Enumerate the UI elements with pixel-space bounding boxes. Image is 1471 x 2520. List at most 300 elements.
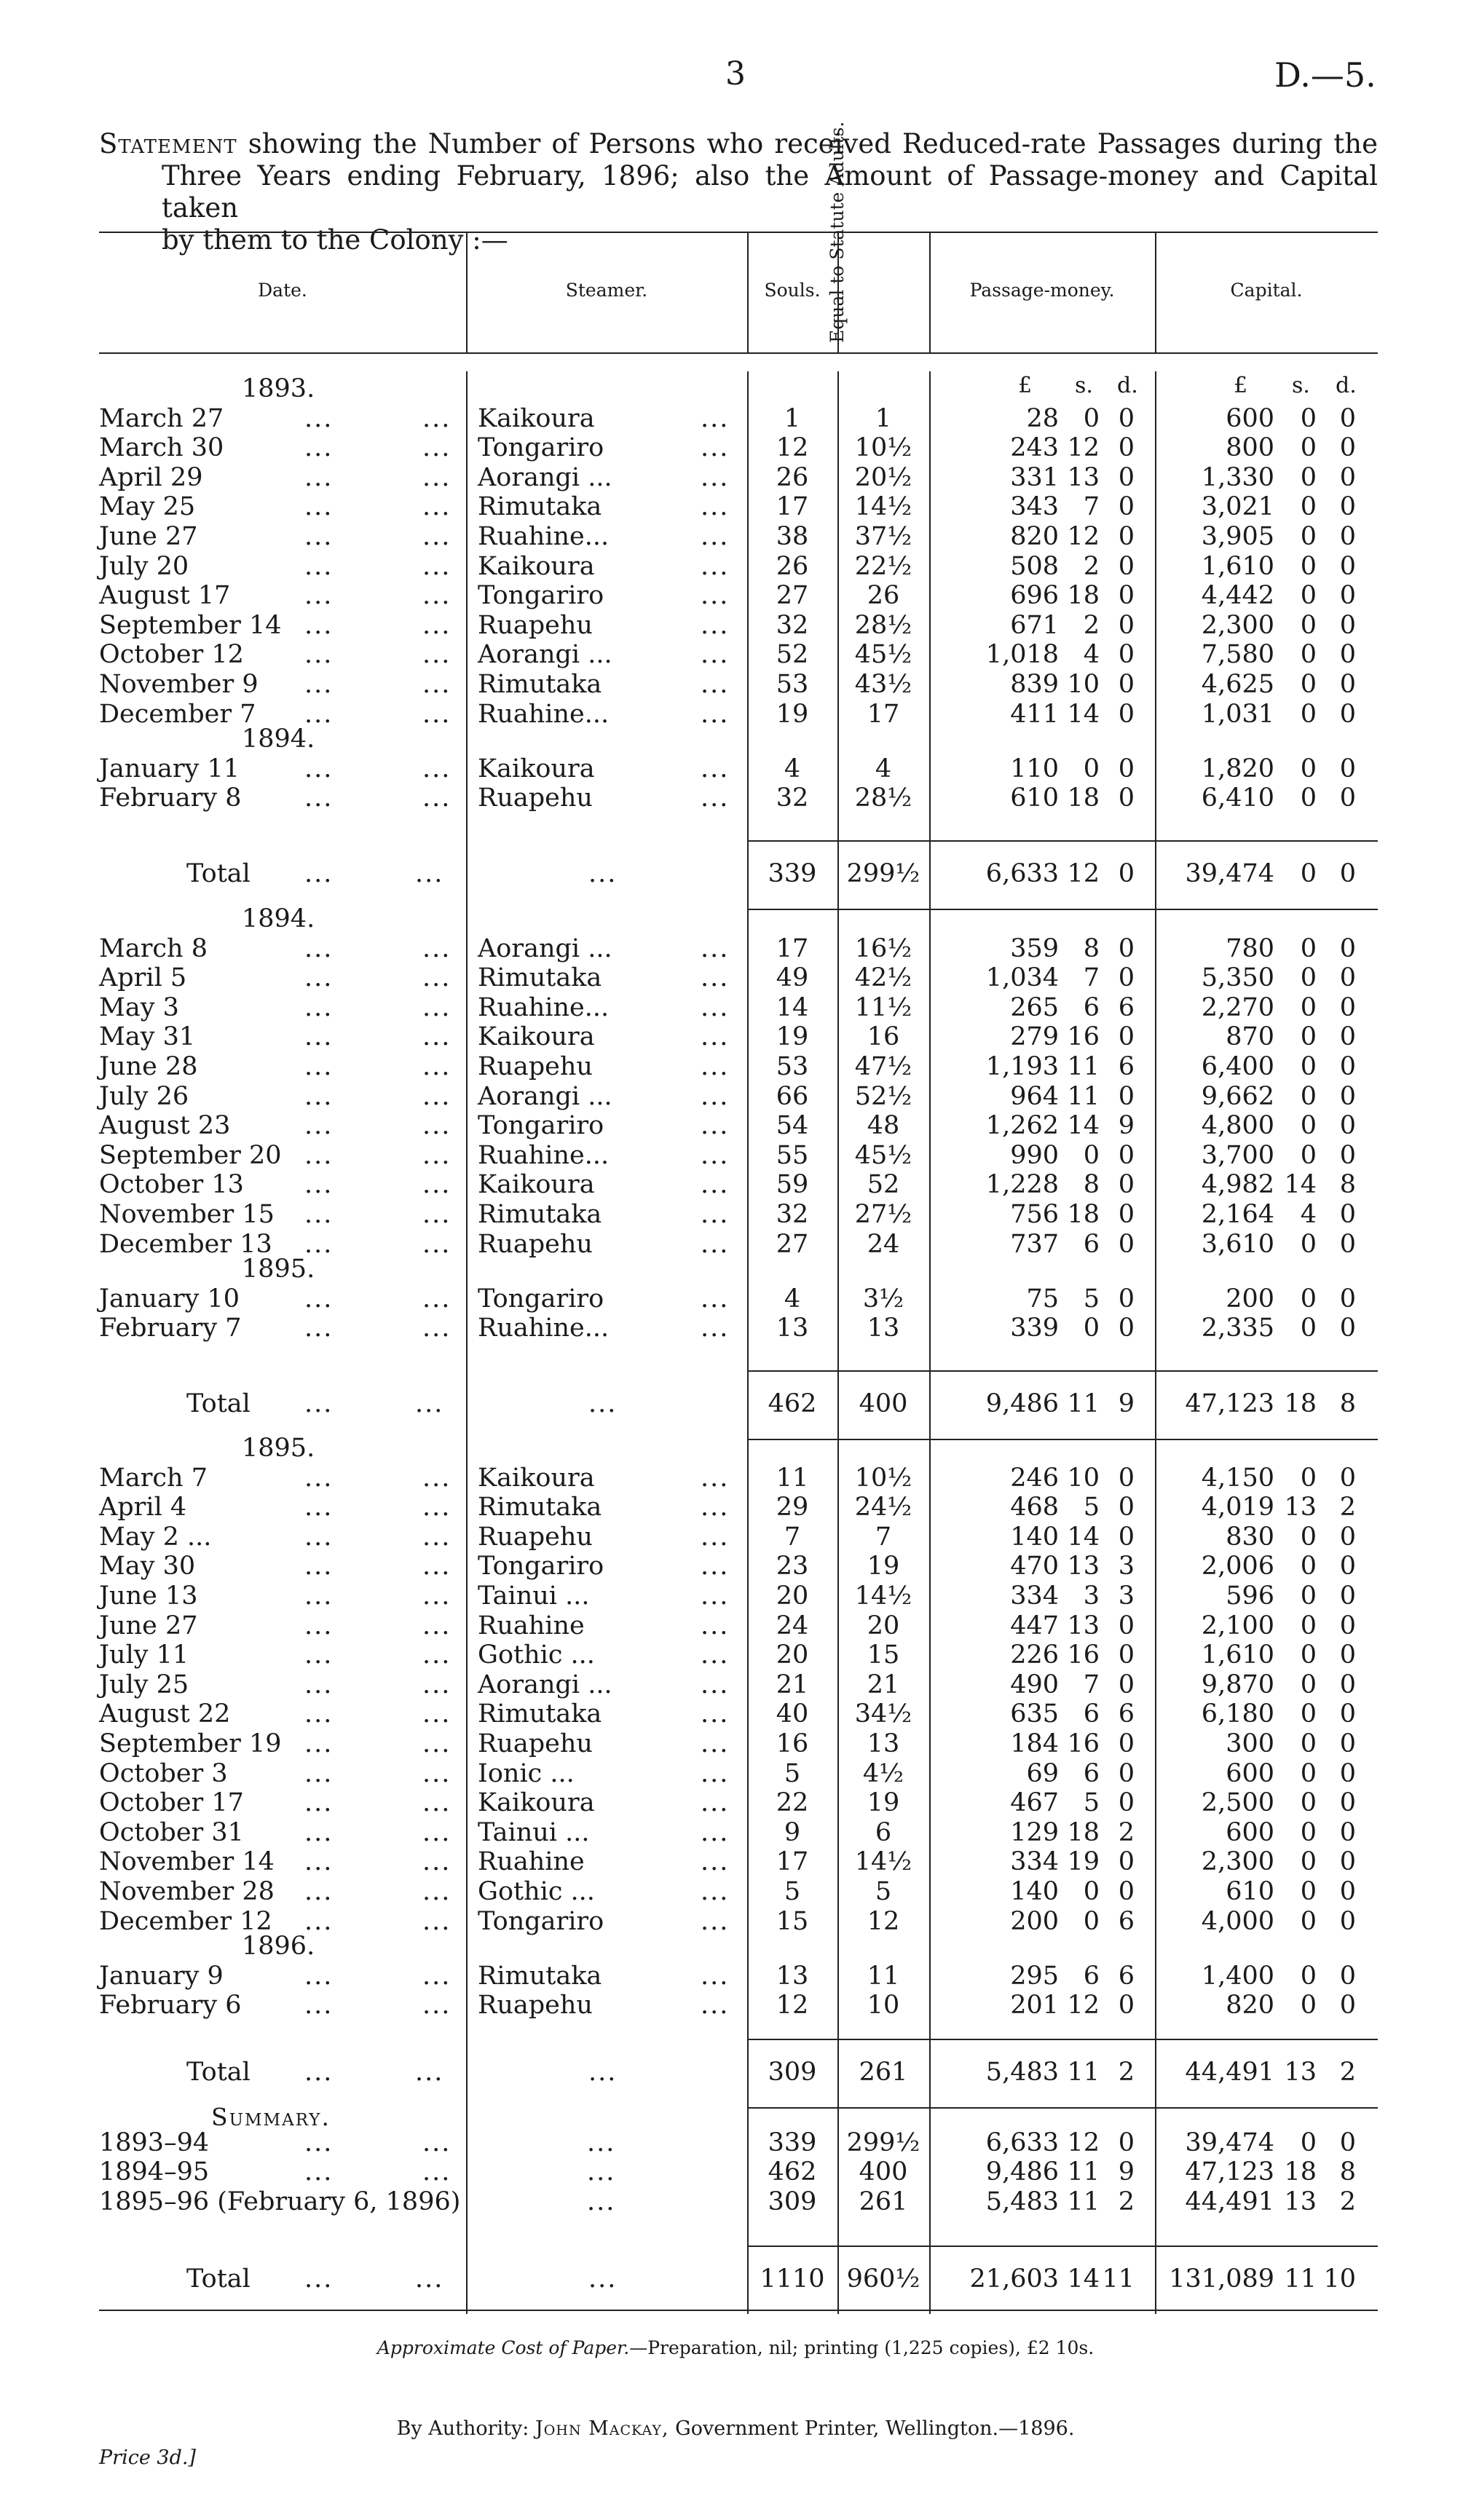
row-2-10-souls: 16 xyxy=(776,1729,809,1758)
row-1-11-pm-shillings: 6 xyxy=(1083,1229,1100,1259)
row-2-13-souls: 9 xyxy=(784,1817,801,1847)
row-0-6-equal-adults: 22½ xyxy=(854,551,912,581)
row-2-18-pm-pounds: 295 xyxy=(1010,1961,1059,1991)
row-2-4-souls: 23 xyxy=(776,1552,809,1581)
row-2-13-cap-pounds: 600 xyxy=(1226,1817,1274,1847)
row-1-6-cap-pounds: 9,662 xyxy=(1201,1081,1274,1111)
row-3-2-equal-adults: 400 xyxy=(859,2157,908,2187)
row-3-3-pm-shillings: 11 xyxy=(1067,2187,1100,2216)
total-dots-a-2: ... xyxy=(304,2058,334,2087)
row-1-1-cap-pounds: 780 xyxy=(1226,933,1274,963)
section-2-col-rule-0 xyxy=(466,1431,468,2042)
row-2-1-souls: 11 xyxy=(776,1463,809,1493)
row-3-2-cap-pence: 8 xyxy=(1339,2157,1356,2187)
row-1-6-souls: 66 xyxy=(776,1081,809,1111)
total-pm-shillings-2: 11 xyxy=(1067,2058,1100,2087)
row-0-2-dots-b: ... xyxy=(422,433,451,463)
row-1-1-cap-pence: 0 xyxy=(1339,933,1356,963)
row-1-9-pm-pounds: 1,228 xyxy=(985,1170,1059,1200)
row-2-14-pm-shillings: 19 xyxy=(1067,1847,1100,1877)
row-0-3-pm-shillings: 13 xyxy=(1067,462,1100,492)
row-2-11-pm-shillings: 6 xyxy=(1083,1758,1100,1788)
row-2-16-equal-adults: 12 xyxy=(867,1906,900,1936)
row-2-10-pm-pounds: 184 xyxy=(1010,1729,1059,1758)
row-2-11-date: October 3 xyxy=(99,1758,228,1788)
row-1-1-equal-adults: 16½ xyxy=(854,933,912,963)
row-2-14-pm-pence: 0 xyxy=(1118,1847,1135,1877)
row-1-3-souls: 14 xyxy=(776,992,809,1022)
row-2-9-cap-pounds: 6,180 xyxy=(1201,1699,1274,1729)
row-3-2-pm-shillings: 11 xyxy=(1067,2157,1100,2187)
row-1-10-cap-pounds: 2,164 xyxy=(1201,1200,1274,1229)
row-2-13-dots-c: ... xyxy=(701,1817,730,1847)
row-0-11-souls: 19 xyxy=(776,699,809,729)
row-3-1-cap-pence: 0 xyxy=(1339,2128,1356,2157)
row-2-18-steamer: Rimutaka xyxy=(478,1961,602,1991)
row-3-2-souls: 462 xyxy=(768,2157,817,2187)
row-2-5-dots-b: ... xyxy=(422,1581,451,1611)
row-0-5-date: June 27 xyxy=(99,522,198,551)
row-0-14-souls: 32 xyxy=(776,783,809,813)
row-3-3-souls: 309 xyxy=(768,2187,817,2216)
row-2-16-pm-pounds: 200 xyxy=(1010,1906,1059,1936)
row-0-11-steamer: Ruahine... xyxy=(478,699,610,729)
row-2-8-dots-c: ... xyxy=(701,1670,730,1699)
row-2-11-pm-pounds: 69 xyxy=(1026,1758,1059,1788)
row-0-9-date: October 12 xyxy=(99,640,244,670)
row-1-14-souls: 13 xyxy=(776,1314,809,1343)
row-0-2-pm-pounds: 243 xyxy=(1010,433,1059,463)
row-1-3-date: May 3 xyxy=(99,992,179,1022)
row-1-3-dots-c: ... xyxy=(701,992,730,1022)
row-2-16-dots-c: ... xyxy=(701,1906,730,1936)
row-2-9-dots-c: ... xyxy=(701,1699,730,1729)
row-2-1-steamer: Kaikoura xyxy=(478,1463,595,1493)
row-2-3-pm-shillings: 14 xyxy=(1067,1522,1100,1552)
total-pm-pounds-1: 9,486 xyxy=(985,1389,1059,1418)
row-1-2-cap-pounds: 5,350 xyxy=(1201,963,1274,993)
total-cap-pounds-0: 39,474 xyxy=(1185,859,1274,888)
row-0-1-pm-pounds: 28 xyxy=(1026,403,1059,433)
row-0-9-pm-pence: 0 xyxy=(1118,640,1135,670)
row-1-6-steamer: Aorangi ... xyxy=(478,1081,612,1111)
row-1-11-steamer: Ruapehu xyxy=(478,1229,593,1259)
row-0-1-cap-pence: 0 xyxy=(1339,403,1356,433)
row-2-3-date: May 2 ... xyxy=(99,1522,212,1552)
authority-suffix: Government Printer, Wellington.—1896. xyxy=(675,2417,1075,2440)
row-1-9-pm-shillings: 8 xyxy=(1083,1170,1100,1200)
row-2-8-pm-shillings: 7 xyxy=(1083,1670,1100,1699)
total-pm-pounds-0: 6,633 xyxy=(985,859,1059,888)
row-0-7-cap-shillings: 0 xyxy=(1300,581,1317,611)
row-2-7-cap-shillings: 0 xyxy=(1300,1640,1317,1670)
row-1-5-cap-pounds: 6,400 xyxy=(1201,1052,1274,1081)
row-0-4-pm-pence: 0 xyxy=(1118,492,1135,522)
row-0-3-cap-pounds: 1,330 xyxy=(1201,462,1274,492)
row-2-14-dots-c: ... xyxy=(701,1847,730,1877)
row-0-5-equal-adults: 37½ xyxy=(854,522,912,551)
header-passage-money: Passage-money. xyxy=(969,280,1115,301)
row-1-14-cap-pounds: 2,335 xyxy=(1201,1314,1274,1343)
row-1-8-souls: 55 xyxy=(776,1140,809,1170)
row-1-2-date: April 5 xyxy=(99,963,187,993)
row-1-4-pm-shillings: 16 xyxy=(1067,1022,1100,1052)
row-1-7-souls: 54 xyxy=(776,1111,809,1141)
row-1-2-equal-adults: 42½ xyxy=(854,963,912,993)
row-2-8-souls: 21 xyxy=(776,1670,809,1699)
total-pm-shillings-1: 11 xyxy=(1067,1389,1100,1418)
header-capital: Capital. xyxy=(1230,280,1303,301)
total-steamer-rule-0 xyxy=(466,840,468,909)
row-2-5-equal-adults: 14½ xyxy=(854,1581,912,1611)
row-2-19-pm-pounds: 201 xyxy=(1010,1991,1059,2021)
row-1-7-date: August 23 xyxy=(99,1111,231,1141)
row-0-10-date: November 9 xyxy=(99,670,259,699)
row-0-9-pm-pounds: 1,018 xyxy=(985,640,1059,670)
row-0-6-pm-pounds: 508 xyxy=(1010,551,1059,581)
row-0-13-cap-shillings: 0 xyxy=(1300,754,1317,783)
row-1-8-cap-pounds: 3,700 xyxy=(1201,1140,1274,1170)
row-0-9-dots-c: ... xyxy=(701,640,730,670)
statement-title xyxy=(99,128,1378,256)
row-1-2-dots-b: ... xyxy=(422,963,451,993)
row-2-8-date: July 25 xyxy=(99,1670,189,1699)
row-2-1-pm-pounds: 246 xyxy=(1010,1463,1059,1493)
row-2-4-dots-a: ... xyxy=(304,1552,334,1581)
total-cap-shillings-3: 11 xyxy=(1284,2264,1317,2294)
year-heading-1894: 1894. xyxy=(242,724,315,754)
row-2-8-cap-pence: 0 xyxy=(1339,1670,1356,1699)
row-2-16-pm-shillings: 0 xyxy=(1083,1906,1100,1936)
row-1-1-dots-a: ... xyxy=(304,933,334,963)
row-1-5-dots-a: ... xyxy=(304,1052,334,1081)
row-1-6-pm-pounds: 964 xyxy=(1010,1081,1059,1111)
row-3-1-pm-pence: 0 xyxy=(1118,2128,1135,2157)
row-1-10-steamer: Rimutaka xyxy=(478,1200,602,1229)
row-2-8-steamer: Aorangi ... xyxy=(478,1670,612,1699)
row-0-6-pm-shillings: 2 xyxy=(1083,551,1100,581)
row-2-2-pm-pence: 0 xyxy=(1118,1493,1135,1522)
total-steamer-rule-3 xyxy=(466,2246,468,2314)
row-2-16-dots-b: ... xyxy=(422,1906,451,1936)
row-1-9-steamer: Kaikoura xyxy=(478,1170,595,1200)
row-0-6-dots-c: ... xyxy=(701,551,730,581)
total-pm-pounds-3: 21,603 xyxy=(969,2264,1059,2294)
row-0-13-dots-a: ... xyxy=(304,754,334,783)
row-2-6-cap-pence: 0 xyxy=(1339,1611,1356,1640)
row-2-12-equal-adults: 19 xyxy=(867,1788,900,1818)
row-0-11-dots-c: ... xyxy=(701,699,730,729)
row-2-10-dots-b: ... xyxy=(422,1729,451,1758)
row-1-9-cap-shillings: 14 xyxy=(1284,1170,1317,1200)
total-cap-pence-3: 10 xyxy=(1323,2264,1356,2294)
row-1-11-dots-a: ... xyxy=(304,1229,334,1259)
total-equal-adults-3: 960½ xyxy=(846,2264,920,2294)
row-1-4-cap-shillings: 0 xyxy=(1300,1022,1317,1052)
row-2-7-equal-adults: 15 xyxy=(867,1640,900,1670)
row-2-1-pm-shillings: 10 xyxy=(1067,1463,1100,1493)
row-2-7-dots-a: ... xyxy=(304,1640,334,1670)
total-bottom-rule-0 xyxy=(747,909,1378,910)
row-2-3-cap-pounds: 830 xyxy=(1226,1522,1274,1552)
row-1-3-pm-pounds: 265 xyxy=(1010,992,1059,1022)
row-1-7-pm-pounds: 1,262 xyxy=(985,1111,1059,1141)
cost-footnote xyxy=(0,2337,1471,2358)
row-3-2-dots-a: ... xyxy=(304,2157,334,2187)
row-0-13-cap-pence: 0 xyxy=(1339,754,1356,783)
total-cap-pence-2: 2 xyxy=(1339,2058,1356,2087)
row-0-8-dots-c: ... xyxy=(701,610,730,640)
row-3-1-dots-b: ... xyxy=(422,2128,451,2157)
row-2-5-steamer: Tainui ... xyxy=(478,1581,590,1611)
row-0-4-cap-pence: 0 xyxy=(1339,492,1356,522)
row-2-13-pm-pence: 2 xyxy=(1118,1817,1135,1847)
section-1-col-rule-0 xyxy=(466,901,468,1373)
row-1-2-dots-c: ... xyxy=(701,963,730,993)
row-2-15-cap-pence: 0 xyxy=(1339,1877,1356,1906)
total-pm-shillings-3: 14 xyxy=(1067,2264,1100,2294)
row-1-2-pm-pounds: 1,034 xyxy=(985,963,1059,993)
total-bottom-rule-1 xyxy=(747,1439,1378,1440)
row-2-14-date: November 14 xyxy=(99,1847,275,1877)
row-0-4-cap-pounds: 3,021 xyxy=(1201,492,1274,522)
row-0-14-equal-adults: 28½ xyxy=(854,783,912,813)
row-0-7-date: August 17 xyxy=(99,581,231,611)
header-col-rule-1 xyxy=(747,232,749,352)
row-2-10-date: September 19 xyxy=(99,1729,282,1758)
row-2-11-cap-shillings: 0 xyxy=(1300,1758,1317,1788)
row-2-11-equal-adults: 4½ xyxy=(862,1758,904,1788)
row-2-18-cap-shillings: 0 xyxy=(1300,1961,1317,1991)
row-0-2-pm-pence: 0 xyxy=(1118,433,1135,463)
row-2-15-steamer: Gothic ... xyxy=(478,1877,595,1906)
row-0-10-souls: 53 xyxy=(776,670,809,699)
total-cap-pounds-3: 131,089 xyxy=(1169,2264,1274,2294)
row-0-8-cap-pence: 0 xyxy=(1339,610,1356,640)
header-steamer: Steamer. xyxy=(565,280,648,301)
row-1-14-dots-b: ... xyxy=(422,1314,451,1343)
row-0-6-souls: 26 xyxy=(776,551,809,581)
total-top-rule-2 xyxy=(747,2039,1378,2040)
row-0-2-cap-shillings: 0 xyxy=(1300,433,1317,463)
total-dots-b-2: ... xyxy=(415,2058,444,2087)
row-0-11-pm-pence: 0 xyxy=(1118,699,1135,729)
row-1-3-pm-pence: 6 xyxy=(1118,992,1135,1022)
row-2-4-dots-c: ... xyxy=(701,1552,730,1581)
row-1-11-pm-pence: 0 xyxy=(1118,1229,1135,1259)
row-3-3-date: 1895–96 (February 6, 1896) xyxy=(99,2187,461,2216)
row-2-15-pm-pence: 0 xyxy=(1118,1877,1135,1906)
row-1-3-dots-b: ... xyxy=(422,992,451,1022)
row-3-1-dots-a: ... xyxy=(304,2128,334,2157)
row-1-13-cap-pounds: 200 xyxy=(1226,1284,1274,1314)
row-2-4-equal-adults: 19 xyxy=(867,1552,900,1581)
row-0-3-steamer: Aorangi ... xyxy=(478,462,612,492)
row-2-18-souls: 13 xyxy=(776,1961,809,1991)
row-2-16-souls: 15 xyxy=(776,1906,809,1936)
row-0-1-dots-b: ... xyxy=(422,403,451,433)
row-1-4-pm-pence: 0 xyxy=(1118,1022,1135,1052)
row-0-10-pm-pence: 0 xyxy=(1118,670,1135,699)
row-1-3-cap-pence: 0 xyxy=(1339,992,1356,1022)
row-1-5-pm-pounds: 1,193 xyxy=(985,1052,1059,1081)
row-2-11-pm-pence: 0 xyxy=(1118,1758,1135,1788)
row-2-2-dots-b: ... xyxy=(422,1493,451,1522)
row-2-5-date: June 13 xyxy=(99,1581,198,1611)
row-2-3-pm-pence: 0 xyxy=(1118,1522,1135,1552)
row-2-14-pm-pounds: 334 xyxy=(1010,1847,1059,1877)
row-0-8-pm-pence: 0 xyxy=(1118,610,1135,640)
row-2-19-date: February 6 xyxy=(99,1991,242,2021)
row-0-1-date: March 27 xyxy=(99,403,224,433)
row-2-9-dots-a: ... xyxy=(304,1699,334,1729)
total-pm-shillings-0: 12 xyxy=(1067,859,1100,888)
row-2-4-cap-shillings: 0 xyxy=(1300,1552,1317,1581)
row-0-13-dots-c: ... xyxy=(701,754,730,783)
row-2-8-dots-a: ... xyxy=(304,1670,334,1699)
row-1-13-dots-c: ... xyxy=(701,1284,730,1314)
total-label-2: Total xyxy=(186,2058,251,2087)
row-2-15-cap-shillings: 0 xyxy=(1300,1877,1317,1906)
row-1-7-cap-shillings: 0 xyxy=(1300,1111,1317,1141)
row-0-5-pm-pounds: 820 xyxy=(1010,522,1059,551)
row-3-1-dots-c: ... xyxy=(587,2128,616,2157)
header-col-rule-0 xyxy=(466,232,468,352)
row-2-16-steamer: Tongariro xyxy=(478,1906,604,1936)
row-1-6-equal-adults: 52½ xyxy=(854,1081,912,1111)
row-2-3-equal-adults: 7 xyxy=(875,1522,892,1552)
row-2-14-cap-pounds: 2,300 xyxy=(1201,1847,1274,1877)
row-2-2-pm-shillings: 5 xyxy=(1083,1493,1100,1522)
row-1-6-dots-c: ... xyxy=(701,1081,730,1111)
total-dots-b-3: ... xyxy=(415,2264,444,2294)
row-2-4-pm-shillings: 13 xyxy=(1067,1552,1100,1581)
row-0-7-souls: 27 xyxy=(776,581,809,611)
total-pm-pence-0: 0 xyxy=(1118,859,1135,888)
row-2-18-pm-shillings: 6 xyxy=(1083,1961,1100,1991)
unit-pence-pm: d. xyxy=(1117,373,1138,398)
row-0-1-souls: 1 xyxy=(784,403,801,433)
row-0-13-equal-adults: 4 xyxy=(875,754,892,783)
row-2-10-equal-adults: 13 xyxy=(867,1729,900,1758)
row-1-1-cap-shillings: 0 xyxy=(1300,933,1317,963)
row-1-14-cap-shillings: 0 xyxy=(1300,1314,1317,1343)
row-0-8-date: September 14 xyxy=(99,610,282,640)
row-0-3-pm-pence: 0 xyxy=(1118,462,1135,492)
row-0-4-cap-shillings: 0 xyxy=(1300,492,1317,522)
row-2-18-dots-b: ... xyxy=(422,1961,451,1991)
row-3-2-pm-pence: 9 xyxy=(1118,2157,1135,2187)
row-1-7-pm-shillings: 14 xyxy=(1067,1111,1100,1141)
row-3-3-pm-pence: 2 xyxy=(1118,2187,1135,2216)
row-1-7-cap-pounds: 4,800 xyxy=(1201,1111,1274,1141)
row-0-3-date: April 29 xyxy=(99,462,203,492)
row-0-2-souls: 12 xyxy=(776,433,809,463)
row-0-4-equal-adults: 14½ xyxy=(854,492,912,522)
row-1-11-cap-shillings: 0 xyxy=(1300,1229,1317,1259)
row-2-4-dots-b: ... xyxy=(422,1552,451,1581)
row-2-19-equal-adults: 10 xyxy=(867,1991,900,2021)
row-0-8-dots-a: ... xyxy=(304,610,334,640)
row-2-2-date: April 4 xyxy=(99,1493,187,1522)
row-0-6-cap-pence: 0 xyxy=(1339,551,1356,581)
row-2-18-dots-a: ... xyxy=(304,1961,334,1991)
row-1-7-steamer: Tongariro xyxy=(478,1111,604,1141)
row-2-1-dots-c: ... xyxy=(701,1463,730,1493)
row-2-16-cap-pence: 0 xyxy=(1339,1906,1356,1936)
row-1-10-pm-pence: 0 xyxy=(1118,1200,1135,1229)
row-2-15-pm-shillings: 0 xyxy=(1083,1877,1100,1906)
unit-pence-cap: d. xyxy=(1336,373,1357,398)
row-1-6-pm-pence: 0 xyxy=(1118,1081,1135,1111)
row-2-11-dots-c: ... xyxy=(701,1758,730,1788)
title-line-1 xyxy=(99,128,1378,160)
row-1-5-souls: 53 xyxy=(776,1052,809,1081)
row-0-2-date: March 30 xyxy=(99,433,224,463)
row-2-5-pm-shillings: 3 xyxy=(1083,1581,1100,1611)
row-2-6-cap-pounds: 2,100 xyxy=(1201,1611,1274,1640)
total-dots-b-0: ... xyxy=(415,859,444,888)
row-1-3-cap-shillings: 0 xyxy=(1300,992,1317,1022)
row-2-13-date: October 31 xyxy=(99,1817,244,1847)
row-1-4-steamer: Kaikoura xyxy=(478,1022,595,1052)
row-1-6-cap-pence: 0 xyxy=(1339,1081,1356,1111)
row-0-9-cap-pounds: 7,580 xyxy=(1201,640,1274,670)
row-2-10-cap-pounds: 300 xyxy=(1226,1729,1274,1758)
row-0-7-dots-c: ... xyxy=(701,581,730,611)
row-3-3-pm-pounds: 5,483 xyxy=(985,2187,1059,2216)
row-1-14-dots-c: ... xyxy=(701,1314,730,1343)
row-1-1-dots-c: ... xyxy=(701,933,730,963)
row-0-9-cap-pence: 0 xyxy=(1339,640,1356,670)
row-2-14-cap-shillings: 0 xyxy=(1300,1847,1317,1877)
row-1-3-cap-pounds: 2,270 xyxy=(1201,992,1274,1022)
printer-authority xyxy=(0,2417,1471,2440)
row-0-7-pm-pence: 0 xyxy=(1118,581,1135,611)
row-0-14-cap-shillings: 0 xyxy=(1300,783,1317,813)
unit-shilling-cap: s. xyxy=(1292,373,1310,398)
row-0-7-dots-a: ... xyxy=(304,581,334,611)
total-pm-pence-3: 11 xyxy=(1102,2264,1135,2294)
row-2-18-pm-pence: 6 xyxy=(1118,1961,1135,1991)
row-3-3-dots-c: ... xyxy=(587,2187,616,2216)
row-0-3-pm-pounds: 331 xyxy=(1010,462,1059,492)
row-1-14-cap-pence: 0 xyxy=(1339,1314,1356,1343)
page-number: 3 xyxy=(725,55,746,92)
row-1-13-pm-pounds: 75 xyxy=(1026,1284,1059,1314)
unit-pound-cap: £ xyxy=(1234,373,1248,398)
row-0-8-cap-pounds: 2,300 xyxy=(1201,610,1274,640)
row-2-10-pm-shillings: 16 xyxy=(1067,1729,1100,1758)
row-0-4-souls: 17 xyxy=(776,492,809,522)
row-0-3-souls: 26 xyxy=(776,462,809,492)
row-1-9-cap-pence: 8 xyxy=(1339,1170,1356,1200)
total-label-0: Total xyxy=(186,859,251,888)
row-2-8-cap-shillings: 0 xyxy=(1300,1670,1317,1699)
row-2-3-dots-b: ... xyxy=(422,1522,451,1552)
row-2-11-steamer: Ionic ... xyxy=(478,1758,575,1788)
row-2-12-dots-c: ... xyxy=(701,1788,730,1818)
row-0-4-dots-c: ... xyxy=(701,492,730,522)
total-pm-pence-1: 9 xyxy=(1118,1389,1135,1418)
row-1-1-steamer: Aorangi ... xyxy=(478,933,612,963)
row-2-10-dots-c: ... xyxy=(701,1729,730,1758)
row-2-10-pm-pence: 0 xyxy=(1118,1729,1135,1758)
row-2-13-dots-a: ... xyxy=(304,1817,334,1847)
row-0-10-cap-shillings: 0 xyxy=(1300,670,1317,699)
row-2-19-souls: 12 xyxy=(776,1991,809,2021)
row-0-1-equal-adults: 1 xyxy=(875,403,892,433)
